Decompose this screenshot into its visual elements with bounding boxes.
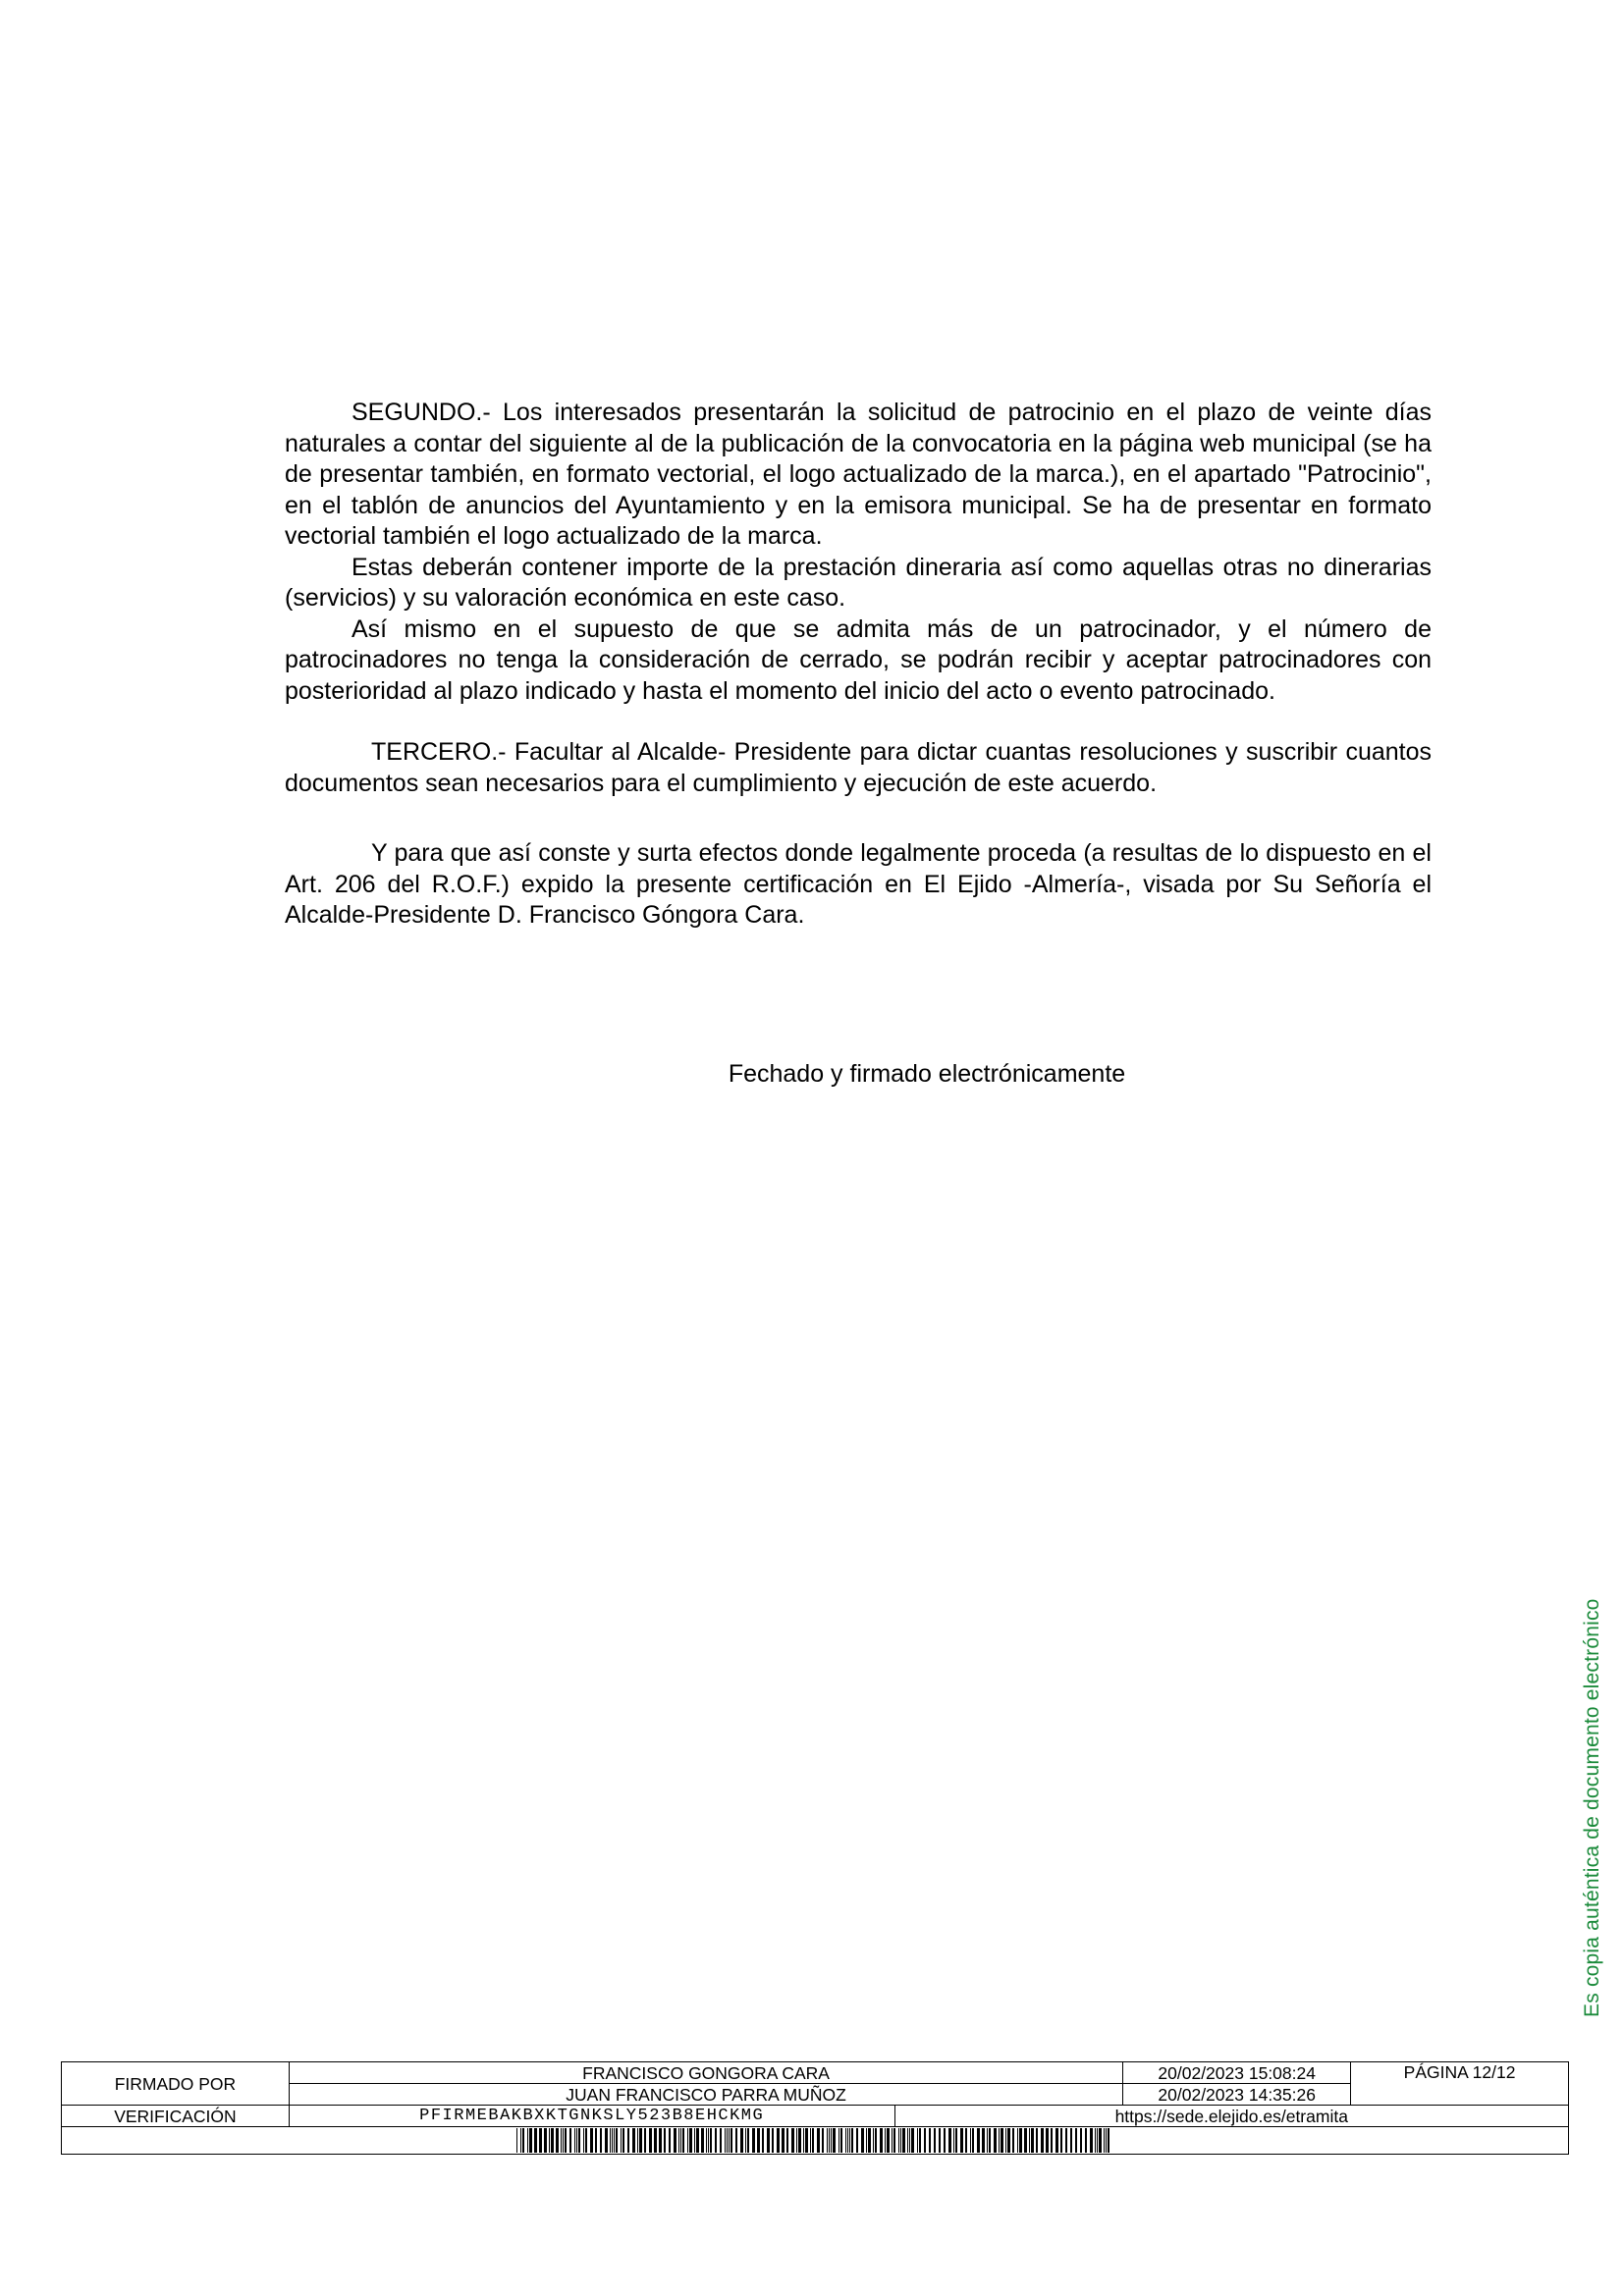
- signer-date-1: 20/02/2023 15:08:24: [1123, 2062, 1351, 2084]
- verification-label: VERIFICACIÓN: [62, 2106, 290, 2127]
- paragraph-tercero: TERCERO.- Facultar al Alcalde- Presidente para dictar cuantas resoluciones y suscribir cuantos documentos sean necesarios para el cumplimiento y ejecución de este acuerdo.: [285, 738, 1432, 797]
- verification-url[interactable]: https://sede.elejido.es/etramita: [894, 2106, 1568, 2127]
- paragraph-conste: Y para que así conste y surta efectos donde legalmente proceda (a resultas de lo dispuesto en el Art. 206 del R.O.F.) expido la presente certificación en El Ejido -Almería-, visada por Su Señoría el Alcalde-Presidente D. Francisco Góngora Cara.: [285, 839, 1432, 929]
- document-body: [285, 398, 1432, 932]
- verification-code: PFIRMEBAKBXKTGNKSLY523B8EHCKMG: [289, 2106, 894, 2127]
- barcode-row: [62, 2127, 1569, 2155]
- page-number: PÁGINA 12/12: [1351, 2062, 1569, 2106]
- signer-name-1: FRANCISCO GONGORA CARA: [289, 2062, 1122, 2084]
- barcode-icon: [516, 2128, 1113, 2153]
- signer-name-2: JUAN FRANCISCO PARRA MUÑOZ: [289, 2084, 1122, 2106]
- paragraph-asimismo: Así mismo en el supuesto de que se admita más de un patrocinador, y el número de patrocinadores no tenga la consideración de cerrado, se podrán recibir y aceptar patrocinadores con posterioridad al plazo indicado y hasta el momento del inicio del acto o evento patrocinado.: [285, 614, 1432, 705]
- verification-row: [62, 2106, 1569, 2127]
- signed-by-label: FIRMADO POR: [62, 2062, 290, 2106]
- authentic-copy-note: Es copia auténtica de documento electrónico: [1581, 1598, 1603, 2017]
- signature-table: [61, 2061, 1569, 2155]
- paragraph-segundo: SEGUNDO.- Los interesados presentarán la solicitud de patrocinio en el plazo de veinte días naturales a contar del siguiente al de la publicación de la convocatoria en la página web municipal (se ha de presentar también, en formato vectorial, el logo actualizado de la marca.), en el apartado "Patrocinio", en el tablón de anuncios del Ayuntamiento y en la emisora municipal. Se ha de presentar en formato vectorial también el logo actualizado de la marca.: [285, 399, 1432, 550]
- signer-date-2: 20/02/2023 14:35:26: [1123, 2084, 1351, 2106]
- paragraph-estas: Estas deberán contener importe de la prestación dineraria así como aquellas otras no dinerarias (servicios) y su valoración económica en este caso.: [285, 553, 1432, 612]
- signed-electronically-note: Fechado y firmado electrónicamente: [728, 1060, 1126, 1088]
- signer-row-1: [62, 2062, 1569, 2084]
